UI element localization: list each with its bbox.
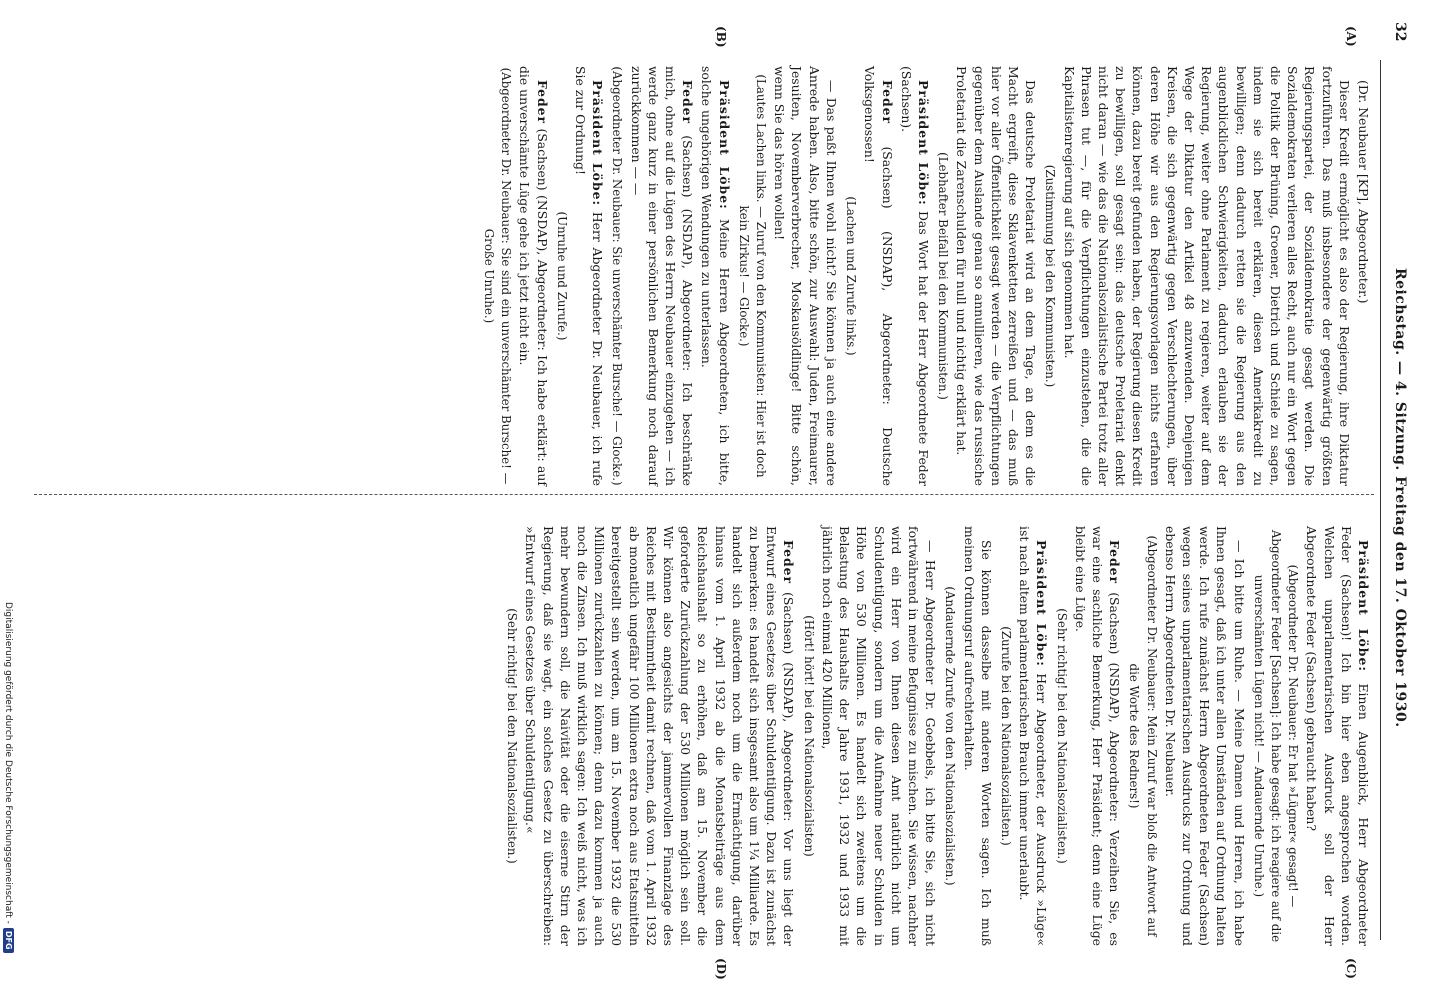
body-paragraph: Dieser Kredit ermöglicht es also der Regierung, ihre Diktatur fortzuführen. Das muß insbesondere der gegenwärtig größten Regierungspartei, der Sozialdemokratie gesagt werden. Die Sozialdemokraten verlieren alles Recht, auch nur ein Wort gegen die Politik der Brüning, Groener, Dietrich und Schiele zu sagen, indem sie sich bereit erklären, diesen Amerikakredit zu bewilligen; denn dadurch retten sie die Regierung aus den augenblicklichen Schwierigkeiten, dadurch erlauben sie der Regierung, weiter ohne Parlament zu regieren, weiter auf dem Wege der Diktatur den Artikel 48 anzuwenden. Denjenigen Kreisen, die sich gegenwärtig gegen Verschlechterungen, über deren Höhe wir aus den Regierungsvorlagen nichts erfahren können, dazu bereit gefunden haben, der Regierung diesen Kredit zu bewilligen, soll gesagt sein: das deutsche Proletariat denkt nicht daran — wie das die Nationalsozialistische Partei trotz aller Phrasen tut —, für die Verpflichtungen einzustehen, die die Kapitalistenregierung auf sich genommen hat. [1061,66,1352,486]
interjection: (Abgeordneter Dr. Neubauer: Sie unverschämter Bursche! — Glocke.) [610,66,625,486]
right-column [501,526,1372,946]
running-title: Reichstag. — 4. Sitzung. Freitag den 17. Oktober 1930. [1392,268,1408,728]
speaker-name: Präsident Löbe: [1034,540,1050,667]
body-paragraph: — Das paßt Ihnen wohl nicht? Sie können ja auch eine andere Anrede haben. Also, bitte schön, zur Auswahl: Juden, Freimaurer, Jesuiten, Novemberverbrecher, Moskausöldlinge! Bitte schön, wenn Sie das hören wollen! [772,66,839,486]
margin-marker-c: (C) [1344,958,1358,979]
interjection: (Lautes Lachen links. — Zuruf von den Kommunisten: Hier ist doch kein Zirkus! — Glocke.) [736,74,769,478]
speech-text: (Sachsen) (NSDAP), Abgeordneter: Ich habe erklärt: auf die unverschämte Lüge gehe ich jetzt nicht ein. [517,66,550,486]
margin-marker-d: (D) [714,958,728,980]
speaker-name: Feder [680,80,696,125]
speaker-paragraph [516,66,550,486]
speaker-name: Feder [781,540,797,585]
speech-text: (Sachsen) (NSDAP), Abgeordneter: Verzeihen Sie, es war eine sachliche Bemerkung, Herr Präsident; denn eine Lüge bleibt eine Lüge. [1072,526,1123,946]
speaker-paragraph [1303,526,1372,946]
interjection: (Unruhe und Zurufe.) [554,211,569,341]
interjection: (Lachen und Zurufe links.) [844,196,859,356]
speaker-paragraph [698,66,732,486]
interjection: (Hört! hört! bei den Nationalsozialisten) [801,615,816,857]
body-paragraph: Das deutsche Proletariat wird an dem Tage, an dem es die Macht ergreift, diese Sklavenketten zerreißen und — das muß hier vor aller Öffentlichkeit gesagt werden — die Verpflichtungen gegenüber dem Auslande genau so annullieren, wie das russische Proletariat die Zarenschulden für null und nichtig erklärt hat. [954,66,1039,486]
digitization-credit [2,602,16,992]
speaker-paragraph [627,66,696,486]
interjection: (Sehr richtig! bei den Nationalsozialisten.) [505,608,520,864]
body-paragraph: (Dr. Neubauer [KP], Abgeordneter.) [1356,80,1371,304]
interjection: (Abgeordneter Dr. Neubauer: Er hat »Lügner« gesagt! — Abgeordneter Feder [Sachsen]: Ich habe gesagt: ich reagiere auf die unverschämten Lügen nicht! — Andauernde Unruhe.) [1251,529,1301,943]
margin-marker-a: (A) [1344,26,1358,47]
speaker-name: Feder [879,80,895,125]
speech-text: (Sachsen) (NSDAP), Abgeordneter: Ich beschränke mich, ohne auf die Lügen des Herrn Neubauer einzugehen — ich werde ganz kurz in einer persönlichen Bemerkung noch darauf zurückkommen — — [628,66,696,486]
speaker-name: Präsident Löbe: [716,80,732,210]
page-header [1384,18,1408,960]
speaker-name: Präsident Löbe: [915,80,931,206]
interjection: (Abgeordneter Dr. Neubauer: Mein Zuruf war bloß die Antwort auf die Worte des Redners!) [1127,535,1159,937]
speaker-paragraph [861,66,895,486]
speaker-paragraph [898,66,932,486]
page-number: 32 [1392,22,1408,42]
body-paragraph: — Ich bitte um Ruhe. — Meine Damen und Herren, ich habe Ihnen gesagt, daß ich unter allen Umständen auf Ordnung halten werde. Ich rufe zunächst Herrn Abgeordneten Feder (Sachsen) wegen seines unparlamentarischen Ausdrucks zur Ordnung und ebenso Herrn Abgeordneten Dr. Neubauer. [1162,526,1247,946]
speech-text: Einen Augenblick, Herr Abgeordneter Feder (Sachsen)! Ich bin hier eben angesprochen worden. Welchen unparlamentarischen Ausdruck soll der Herr Abgeordnete Feder (Sachsen) gebraucht haben? [1304,526,1371,946]
speech-text: (Sachsen) (NSDAP), Abgeordneter: Vor uns liegt der Entwurf eines Gesetzes über Schuldentilgung. Dazu ist zunächst zu bemerken: es handelt sich insgesamt also um 1¼ Milliarde. Es handelt sich außerdem noch um die Ermächtigung, darüber hinaus vom 1. April 1932 ab die Monatsbeiträge aus dem Reichshaushalt so zu erhöhen, daß am 15. November die geforderte Zurückzahlung der 530 Millionen möglich sein soll. Wir können also angesichts der jammervollen Finanzlage des Reiches mit Bestimmtheit damit rechnen, daß vom 1. April 1932 ab monatlich ungefähr 100 Millionen extra noch aus Etatsmitteln bereitgestellt sein werden, um am 15. November 1932 die 530 Millionen zurückzahlen zu können; denn dazu kommen ja auch noch die Zinsen. Ich muß wirklich sagen: Ich weiß nicht, was ich mehr bewundern soll, die Naivität oder die eiserne Stirn der Regierung, daß sie wagt, ein solches Gesetz zu überschreiben: »Entwurf eines Gesetzes über Schuldentilgung.« [523,526,797,946]
column-divider [34,494,1374,495]
interjection: (Sehr richtig! bei den Nationalsozialisten.) [1054,608,1069,864]
interjection: (Andauernde Zurufe von den Nationalsozialisten.) [943,586,958,886]
speaker-name: Präsident Löbe: [1356,540,1371,672]
speaker-paragraph [1072,526,1124,946]
speech-text: Herr Abgeordneter Dr. Neubauer, ich rufe Sie zur Ordnung! [573,66,606,486]
speaker-paragraph [1016,526,1050,946]
header-rule [1380,60,1381,940]
dfg-logo-icon: DFG [3,928,14,953]
margin-marker-b: (B) [714,26,728,48]
interjection: (Abgeordneter Dr. Neubauer: Sie sind ein unverschämter Bursche! — Große Unruhe.) [482,67,514,485]
interjection: (Lebhafter Beifall bei den Kommunisten.) [936,152,951,400]
speaker-name: Präsident Löbe: [590,80,606,207]
speaker-paragraph [572,66,606,486]
credit-text: Digitalisierung gefördert durch die Deutsche Forschungsgemeinschaft - [3,602,14,924]
speech-text: (Sachsen) (NSDAP), Abgeordneter: Deutsche Volksgenossen! [862,66,895,486]
speaker-name: Feder [1107,540,1123,585]
speech-text: Das Wort hat der Herr Abgeordnete Feder (Sachsen). [898,66,931,486]
left-column [478,66,1372,486]
speaker-paragraph [522,526,797,946]
body-paragraph: — Herr Abgeordneter Dr. Goebbels, ich bitte Sie, sich nicht fortwährend in meine Befugnisse zu mischen. Sie wissen, nachher wird ein Herr von Ihnen diesen Amt natürlich nicht um Schuldentilgung, sondern um die Aufnahme neuer Schulden in Höhe von 530 Millionen. Es handelt sich zweitens um die Belastung des Haushalts der Jahre 1931, 1932 und 1933 mit jährlich noch einmal 420 Millionen, [819,526,939,946]
body-paragraph: Sie können dasselbe mit anderen Worten sagen. Ich muß meinen Ordnungsruf aufrechterhalten. [961,526,994,946]
speech-text: Meine Herren Abgeordneten, ich bitte, solche ungehörigen Wendungen zu unterlassen. [699,66,732,486]
speech-text: Herr Abgeordneter, der Ausdruck »Lüge« ist nach altem parlamentarischen Brauch immer unerlaubt. [1017,526,1050,946]
interjection: (Zustimmung bei den Kommunisten.) [1043,164,1058,388]
speaker-name: Feder [534,80,550,125]
interjection: (Zurufe bei den Nationalsozialisten.) [998,626,1013,846]
